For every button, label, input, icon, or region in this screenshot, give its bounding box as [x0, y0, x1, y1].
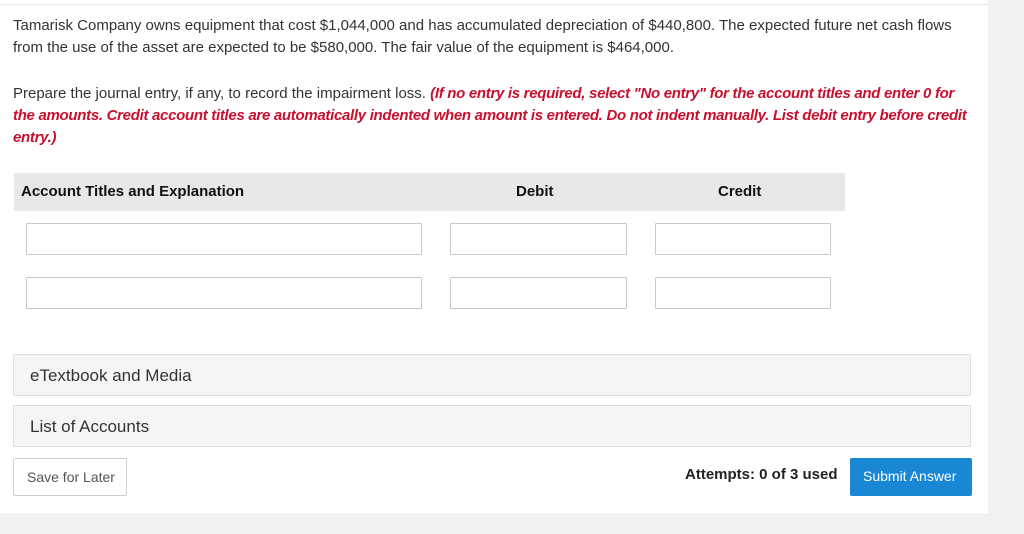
credit-input-row-1[interactable] [655, 223, 831, 255]
list-of-accounts-link[interactable] [13, 405, 971, 447]
header-debit: Debit [516, 183, 554, 200]
question-prompt-block [13, 83, 973, 149]
divider [0, 4, 988, 5]
question-prompt: Prepare the journal entry, if any, to record the impairment loss. [13, 85, 426, 102]
save-for-later-label: Save for Later [27, 469, 115, 485]
etextbook-media-label: eTextbook and Media [30, 366, 192, 385]
question-instructions: (If no entry is required, select "No entry" for the account titles and enter 0 for the amounts. Credit account titles are automatically indented when amount is entered. Do not indent manually. List debit entry before credit entry.) [13, 85, 967, 146]
account-title-input-row-1[interactable] [26, 223, 422, 255]
header-account-titles: Account Titles and Explanation [21, 183, 245, 200]
submit-answer-button[interactable] [850, 458, 972, 496]
submit-answer-label: Submit Answer [863, 468, 957, 484]
debit-input-row-2[interactable] [450, 277, 627, 309]
debit-input-row-1[interactable] [450, 223, 627, 255]
account-title-input-row-2[interactable] [26, 277, 422, 309]
question-text: Tamarisk Company owns equipment that cost $1,044,000 and has accumulated depreciation of $440,800. The expected future net cash flows from the use of the asset are expected to be $580,000. The fair value of the equipment is $464,000. [13, 17, 952, 56]
header-credit: Credit [718, 183, 762, 200]
save-for-later-button[interactable] [13, 458, 127, 496]
etextbook-media-link[interactable] [13, 354, 971, 396]
list-of-accounts-label: List of Accounts [30, 417, 150, 436]
credit-input-row-2[interactable] [655, 277, 831, 309]
attempts-counter: Attempts: 0 of 3 used [685, 466, 838, 483]
journal-table-header [14, 173, 845, 211]
